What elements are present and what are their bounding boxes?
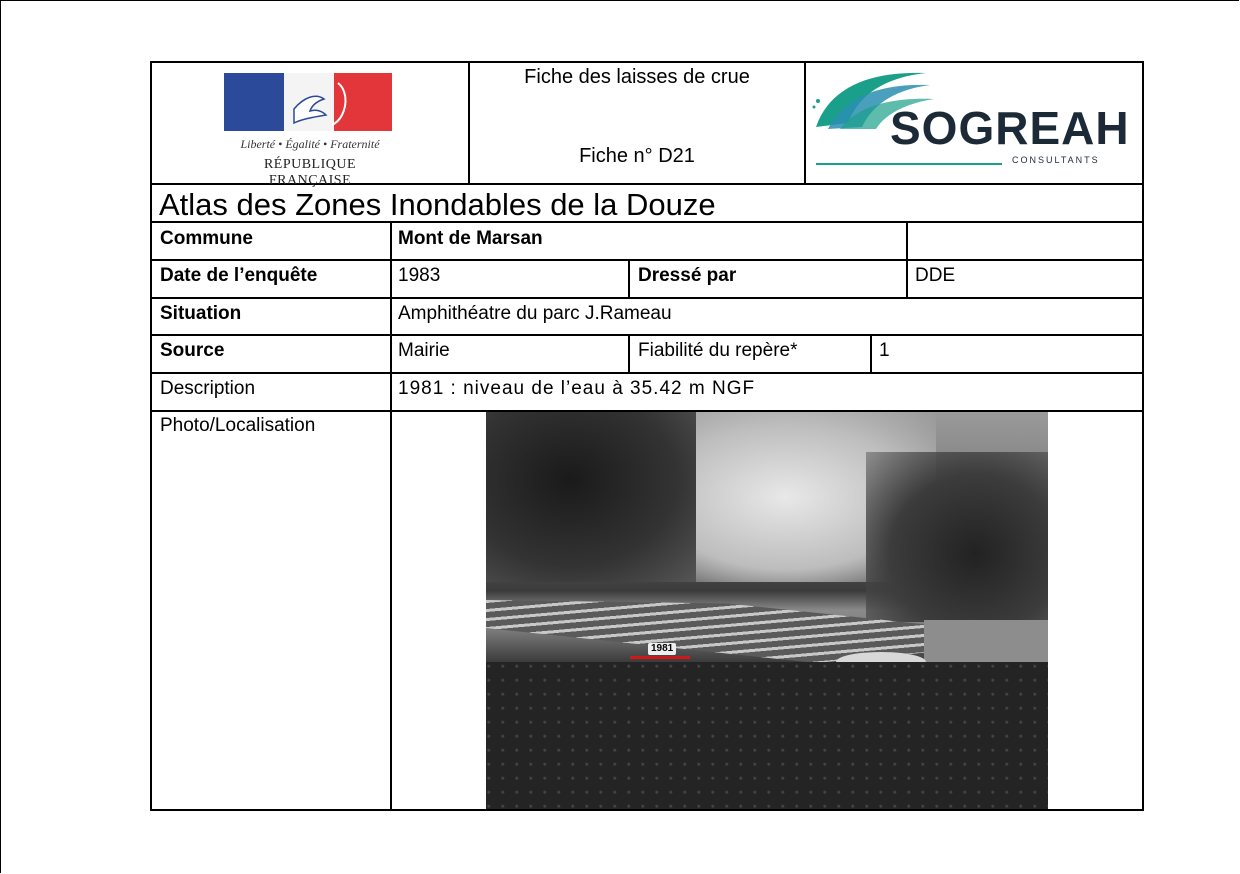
divider [152, 372, 1142, 374]
sogreah-wordmark: SOGREAH [890, 102, 1130, 154]
divider [870, 334, 872, 372]
commune-value: Mont de Marsan [398, 228, 543, 249]
divider [628, 259, 630, 297]
description-label: Description [160, 378, 256, 399]
republique-francaise-logo [222, 71, 398, 188]
logo-underline [816, 163, 1002, 165]
source-label: Source [160, 340, 225, 361]
divider [152, 259, 1142, 261]
marianne-flag-icon [224, 73, 392, 131]
divider [906, 221, 908, 259]
fiabilite-label: Fiabilité du repère* [638, 340, 798, 361]
sogreah-logo [810, 67, 1130, 179]
photo-label: Photo/Localisation [160, 415, 316, 436]
description-value: 1981 : niveau de l’eau à 35.42 m NGF [398, 378, 756, 399]
atlas-title: Atlas des Zones Inondables de la Douze [159, 187, 716, 222]
divider [390, 221, 392, 809]
date-enquete-value: 1983 [398, 265, 441, 286]
commune-label: Commune [160, 228, 253, 249]
situation-value: Amphithéatre du parc J.Rameau [398, 303, 672, 324]
divider [804, 63, 806, 183]
fiche-number: Fiche n° D21 [579, 145, 695, 167]
fiabilite-value: 1 [879, 340, 890, 361]
date-enquete-label: Date de l’enquête [160, 265, 318, 286]
republique-francaise: RÉPUBLIQUE FRANÇAISE [263, 157, 357, 188]
flood-mark-line [630, 656, 690, 659]
source-value: Mairie [398, 340, 450, 361]
dresse-par-label: Dressé par [638, 265, 737, 286]
flood-mark-label: 1981 [648, 643, 676, 655]
amphitheatre-photo [486, 412, 1048, 809]
flood-mark-form [150, 61, 1144, 811]
motto: Liberté • Égalité • Fraternité [240, 137, 380, 151]
consultants-subtitle: CONSULTANTS [1012, 155, 1100, 165]
divider [628, 334, 630, 372]
divider [906, 259, 908, 297]
fiche-title: Fiche des laisses de crue [524, 66, 750, 88]
divider [152, 297, 1142, 299]
dresse-par-value: DDE [915, 265, 956, 286]
divider [152, 334, 1142, 336]
situation-label: Situation [160, 303, 242, 324]
